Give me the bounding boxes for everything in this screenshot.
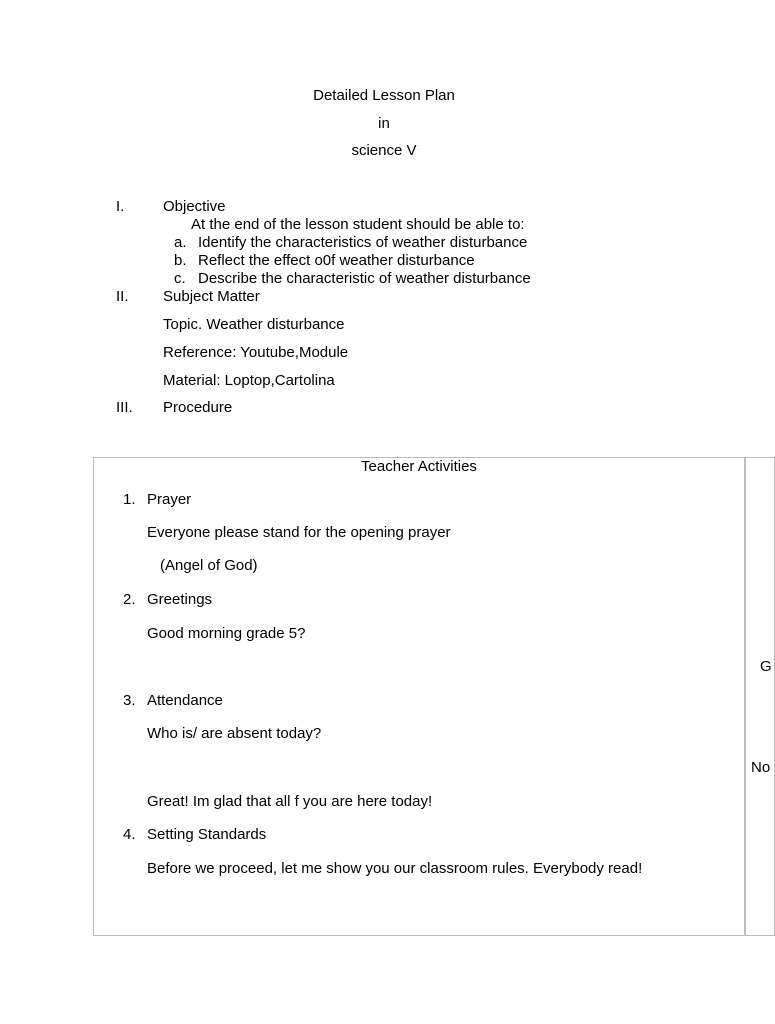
section-numeral-objective: I. bbox=[116, 198, 125, 215]
section-numeral-procedure: III. bbox=[116, 399, 133, 416]
activity-line-greetings-1: Good morning grade 5? bbox=[147, 625, 306, 642]
teacher-activities-column bbox=[93, 457, 745, 936]
activity-line-attendance-2: Great! Im glad that all f you are here today! bbox=[147, 793, 433, 810]
activity-line-setting-standards-1: Before we proceed, let me show you our classroom rules. Everybody read! bbox=[147, 860, 643, 877]
activity-line-attendance-1: Who is/ are absent today? bbox=[147, 725, 322, 742]
section-heading-subject-matter: Subject Matter bbox=[163, 288, 260, 305]
section-heading-procedure: Procedure bbox=[163, 399, 233, 416]
activity-label-prayer: Prayer bbox=[147, 491, 192, 508]
objective-intro: At the end of the lesson student should be able to: bbox=[191, 216, 525, 233]
document-subject: science V bbox=[351, 142, 417, 159]
activity-line-prayer-2: (Angel of God) bbox=[160, 557, 258, 574]
document-title-in: in bbox=[378, 115, 390, 132]
student-response-fragment-2: No bbox=[751, 759, 771, 776]
section-numeral-subject-matter: II. bbox=[116, 288, 129, 305]
table-header-teacher-activities: Teacher Activities bbox=[361, 458, 477, 475]
objective-marker-b: b. bbox=[174, 252, 187, 269]
objective-marker-c: c. bbox=[174, 270, 186, 287]
objective-marker-a: a. bbox=[174, 234, 187, 251]
activity-label-greetings: Greetings bbox=[147, 591, 213, 608]
section-heading-objective: Objective bbox=[163, 198, 226, 215]
activity-number-2: 2. bbox=[123, 591, 136, 608]
document-title: Detailed Lesson Plan bbox=[313, 87, 455, 104]
subject-reference: Reference: Youtube,Module bbox=[163, 344, 349, 361]
activity-line-prayer-1: Everyone please stand for the opening prayer bbox=[147, 524, 451, 541]
activity-label-attendance: Attendance bbox=[147, 692, 223, 709]
activity-number-1: 1. bbox=[123, 491, 136, 508]
student-activities-column bbox=[745, 457, 775, 936]
objective-item-a: Identify the characteristics of weather disturbance bbox=[198, 234, 528, 251]
objective-item-b: Reflect the effect o0f weather disturbance bbox=[198, 252, 475, 269]
activity-label-setting-standards: Setting Standards bbox=[147, 826, 267, 843]
subject-topic: Topic. Weather disturbance bbox=[163, 316, 345, 333]
activity-number-4: 4. bbox=[123, 826, 136, 843]
student-response-fragment-1: G bbox=[760, 658, 772, 675]
activity-number-3: 3. bbox=[123, 692, 136, 709]
subject-material: Material: Loptop,Cartolina bbox=[163, 372, 335, 389]
objective-item-c: Describe the characteristic of weather disturbance bbox=[198, 270, 531, 287]
